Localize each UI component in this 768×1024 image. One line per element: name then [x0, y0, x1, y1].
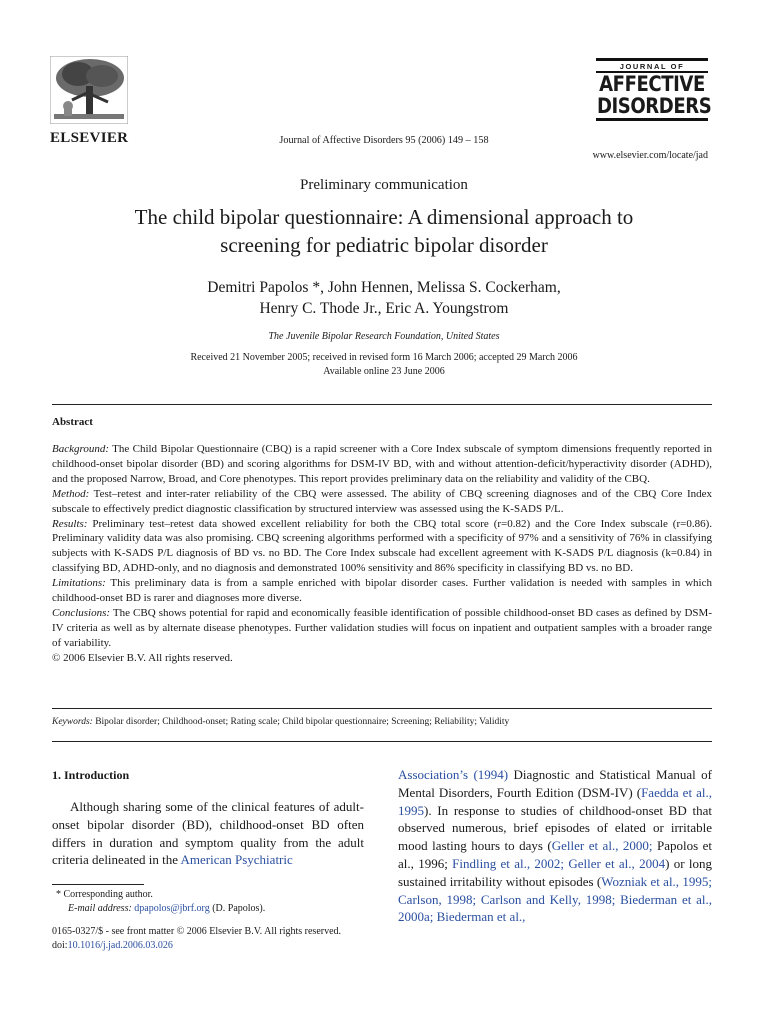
title-line-2: screening for pediatric bipolar disorder: [220, 233, 548, 257]
abstract-heading: Abstract: [52, 416, 93, 428]
background-label: Background:: [52, 443, 110, 455]
keywords-top-rule: [52, 708, 712, 709]
keywords-label: Keywords:: [52, 717, 93, 727]
affiliation: The Juvenile Bipolar Research Foundation, United States: [268, 331, 500, 342]
title-line-1: The child bipolar questionnaire: A dimensional approach to: [134, 205, 634, 229]
journal-logo-line1: AFFECTIVE: [599, 72, 705, 96]
intro-right-text-1: Diagnostic and Statistical Manual of Mental Disorders, Fourth Edition (DSM-IV) (: [398, 767, 712, 800]
article-title: [60, 203, 708, 259]
ref-geller-2000[interactable]: Geller et al., 2000;: [551, 838, 653, 854]
intro-left-text: Although sharing some of the clinical features of adult-onset bipolar disorder (BD), childhood-onset BD often differs in duration and symptom quality from the adult criteria delineated in the: [52, 799, 364, 868]
doi-link[interactable]: 10.1016/j.jad.2006.03.026: [67, 940, 173, 951]
doi-line: [52, 939, 341, 953]
doi-label: doi:: [52, 940, 68, 951]
journal-logo-rule: [596, 118, 708, 121]
available-online: Available online 23 June 2006: [323, 366, 445, 377]
journal-citation: Journal of Affective Disorders 95 (2006) 149 – 158: [279, 135, 489, 146]
limitations-text: This preliminary data is from a sample enriched with bipolar disorder cases. Further validation is needed with samples in which childhood-onset BD is rarer and diagnoses more diverse.: [52, 577, 712, 605]
authors: [60, 277, 708, 319]
keywords: [52, 717, 509, 727]
journal-logo-top: JOURNAL OF: [596, 58, 708, 73]
intro-right-paragraph: [398, 766, 712, 926]
email-link[interactable]: dpapolos@jbrf.org: [134, 903, 210, 914]
keywords-bottom-rule: [52, 741, 712, 742]
article-dates: [60, 351, 708, 379]
abstract-results: [52, 517, 712, 577]
intro-right-text-3: Papolos et al., 1996;: [398, 838, 712, 871]
abstract-top-rule: [52, 404, 712, 405]
limitations-label: Limitations:: [52, 577, 106, 590]
abstract-body: [52, 442, 712, 666]
background-text: The Child Bipolar Questionnaire (CBQ) is a rapid screener with a Core Index subscale of symptom dimensions frequently reported in childhood-onset bipolar disorder (BD) and scoring algorithms for DSM-IV BD, with and without attention-deficit/hyperactivity disorder (ADHD), and the proposed Narrow, Broad, and Core phenotypes. This report provides preliminary data on the reliability and validity of the CBQ.: [52, 443, 712, 485]
journal-logo-line2: DISORDERS: [596, 94, 712, 118]
email-label: E-mail address:: [68, 903, 132, 914]
abstract-limitations: [52, 576, 712, 606]
results-label: Results:: [52, 517, 88, 530]
ref-american-psychiatric[interactable]: American Psychiatric: [180, 852, 293, 868]
authors-line-1: Demitri Papolos *, John Hennen, Melissa S. Cockerham,: [207, 279, 561, 296]
footnote: [52, 888, 265, 916]
elsevier-logo: [50, 56, 132, 147]
abstract-conclusions: [52, 606, 712, 651]
email-line: [52, 902, 265, 916]
method-text: Test–retest and inter-rater reliability of the CBQ were assessed. The ability of CBQ screening diagnoses and of the CBQ Core Index subscale to effectively predict diagnostic classification by structured interview was assessed using the K-SADS P/L.: [52, 487, 712, 515]
ref-apa-1994[interactable]: Association’s (1994): [398, 767, 509, 782]
publisher-name: ELSEVIER: [50, 130, 129, 146]
abstract-method: [52, 487, 712, 517]
conclusions-label: Conclusions:: [52, 606, 111, 619]
ref-wozniak-carlson-biederman[interactable]: Wozniak et al., 1995; Carlson, 1998; Carlson and Kelly, 1998; Biederman et al., 2000a; Biederman et al.,: [398, 873, 712, 925]
journal-logo: [596, 58, 712, 121]
received-dates: Received 21 November 2005; received in revised form 16 March 2006; accepted 29 March 2006: [190, 352, 578, 363]
authors-line-2: Henry C. Thode Jr., Eric A. Youngstrom: [259, 300, 509, 317]
email-suffix: (D. Papolos).: [209, 903, 266, 914]
intro-right-text-4: ) or long sustained irritability without episodes (: [398, 855, 712, 889]
results-text: Preliminary test–retest data showed excellent reliability for both the CBQ total score (r=0.82) and the Core Index subscale (r=0.86). Preliminary validity data was also promising. CBQ screening algorithms performed with a specificity of 97% and a sensitivity of 76% in classifying subjects with K-SADS P/L diagnosis of BD vs. no BD. The Core Index subscale had excellent agreement with K-SADS P/L diagnosis (k=0.84) in classifying BD, ADHD-only, and no diagnosis and demonstrated 100% sensitivity and 86% specificity in classifying BD vs. no BD.: [52, 517, 712, 575]
conclusions-text: The CBQ shows potential for rapid and economically feasible identification of possible childhood-onset BD cases as defined by DSM-IV criteria as well as by alternate disease phenotypes. Further validation studies will focus on inpatient and outpatient samples with a broader range of variability.: [52, 606, 712, 649]
abstract-copyright: © 2006 Elsevier B.V. All rights reserved.: [52, 651, 233, 664]
ref-faedda-1995[interactable]: Faedda et al., 1995: [398, 784, 712, 818]
intro-left-paragraph: [52, 798, 364, 869]
elsevier-tree-icon: [50, 56, 128, 124]
keywords-text: Bipolar disorder; Childhood-onset; Rating scale; Child bipolar questionnaire; Screening; Reliability; Validity: [92, 717, 510, 727]
front-matter: [52, 925, 341, 953]
method-label: Method:: [52, 487, 90, 500]
abstract-background: [52, 442, 712, 487]
front-matter-line: 0165-0327/$ - see front matter © 2006 Elsevier B.V. All rights reserved.: [52, 926, 342, 937]
intro-right-text-2: ). In response to studies of childhood-onset BD that observed numerous, brief episodes of elated or irritable mood lasting hours to days (: [398, 802, 712, 854]
ref-findling-geller[interactable]: Findling et al., 2002; Geller et al., 2004: [452, 855, 666, 871]
corresponding-author: * Corresponding author.: [56, 889, 153, 900]
footnote-rule: [52, 884, 144, 885]
section-type: Preliminary communication: [300, 177, 468, 193]
intro-heading: 1. Introduction: [52, 768, 130, 782]
journal-url[interactable]: www.elsevier.com/locate/jad: [592, 150, 708, 161]
